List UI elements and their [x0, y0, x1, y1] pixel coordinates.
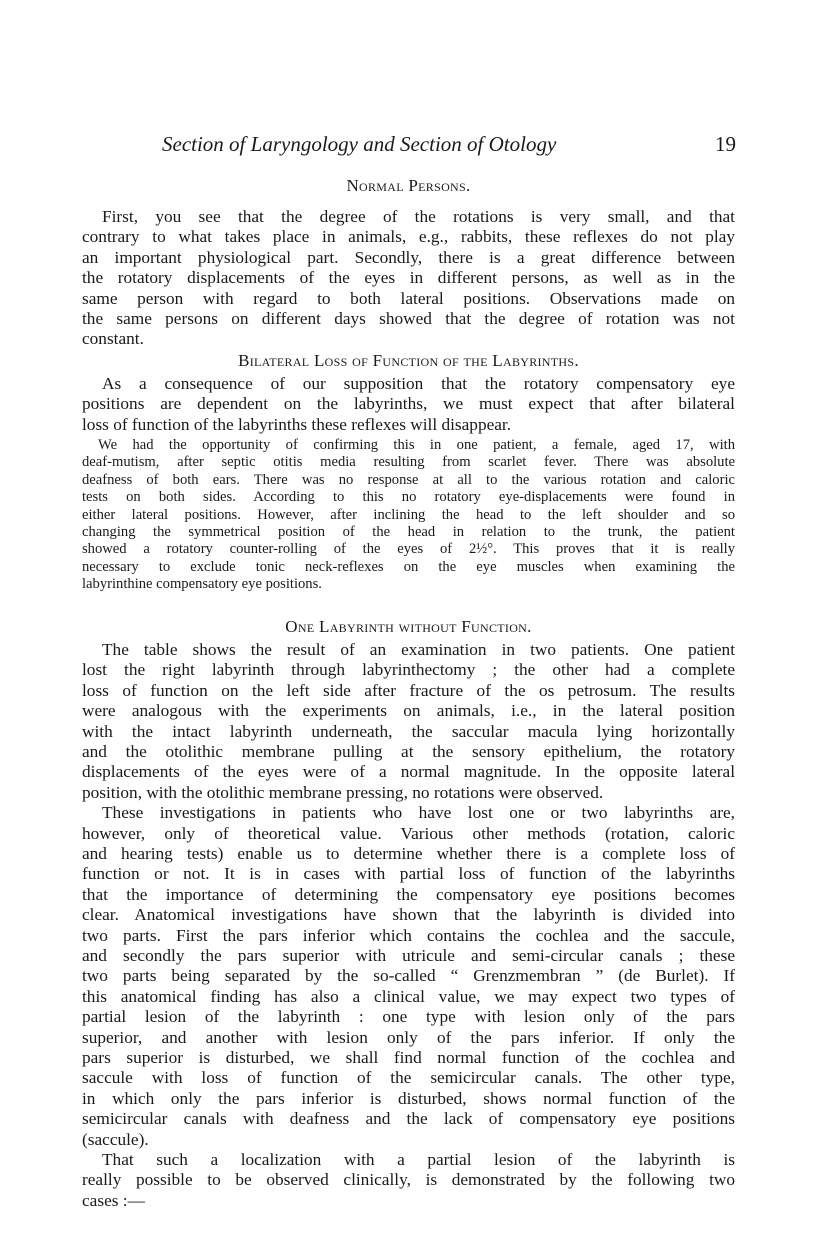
text-line: changing the symmetrical position of the head in relation to the trunk, the patient — [82, 524, 735, 541]
text-line: however, only of theoretical value. Various other methods (rotation, caloric — [82, 823, 735, 843]
text-line: That such a localization with a partial lesion of the labyrinth is — [102, 1150, 735, 1169]
section-heading: Bilateral Loss of Function of the Labyrinths. — [238, 351, 579, 370]
text-line: positions are dependent on the labyrinths, we must expect that after bilateral — [82, 394, 735, 414]
text-line: First, you see that the degree of the rotations is very small, and that — [102, 207, 735, 226]
text-line: loss of function of the labyrinths these reflexes will disappear. — [82, 414, 512, 434]
text-line: saccule with loss of function of the semicircular canals. The other type, — [82, 1068, 735, 1088]
text-line: deaf-mutism, after septic otitis media resulting from scarlet fever. There was absolute — [82, 454, 735, 471]
text-line: this anatomical finding has also a clinical value, we may expect two types of — [82, 986, 735, 1006]
text-line: the same persons on different days showed that the degree of rotation was not — [82, 309, 735, 329]
text-line: superior, and another with lesion only of the pars inferior. If only the — [82, 1027, 735, 1047]
text-line: and secondly the pars superior with utricule and semi-circular canals ; these — [82, 946, 735, 966]
text-line: and hearing tests) enable us to determine whether there is a complete loss of — [82, 844, 735, 863]
text-line: position, with the otolithic membrane pressing, no rotations were observed. — [82, 782, 604, 802]
text-line: pars superior is disturbed, we shall find normal function of the cochlea and — [82, 1048, 735, 1068]
text-line: two parts being separated by the so-called “ Grenzmembran ” (de Burlet). If — [82, 966, 735, 986]
text-line: contrary to what takes place in animals, e.g., rabbits, these reflexes do not play — [82, 227, 735, 247]
section-heading: Normal Persons. — [346, 176, 471, 195]
text-line: either lateral positions. However, after inclining the head to the left shoulder and so — [82, 506, 735, 523]
text-line: an important physiological part. Secondly, there is a great difference between — [82, 247, 735, 267]
text-line: were analogous with the experiments on animals, i.e., in the lateral position — [82, 701, 735, 721]
text-line: These investigations in patients who have lost one or two labyrinths are, — [102, 803, 735, 823]
text-line: As a consequence of our supposition that the rotatory compensatory eye — [102, 374, 735, 393]
paragraph — [82, 1150, 735, 1211]
text-line: two parts. First the pars inferior which contains the cochlea and the saccule, — [82, 925, 735, 945]
text-line: same person with regard to both lateral positions. Observations made on — [82, 288, 735, 308]
text-line: partial lesion of the labyrinth : one type with lesion only of the pars — [82, 1007, 735, 1027]
text-line: the rotatory displacements of the eyes in different persons, as well as in the — [82, 268, 735, 288]
paragraph — [82, 437, 735, 594]
text-line: loss of function on the left side after fracture of the os petrosum. The results — [82, 680, 735, 700]
running-header — [162, 132, 736, 157]
text-line: really possible to be observed clinically, is demonstrated by the following two — [82, 1170, 735, 1190]
paragraph — [82, 803, 735, 1150]
running-title: Section of Laryngology and Section of Otology — [162, 132, 557, 156]
text-line: displacements of the eyes were of a normal magnitude. In the opposite lateral — [82, 762, 735, 782]
text-line: function or not. It is in cases with partial loss of function of the labyrinths — [82, 864, 735, 884]
text-line: (saccule). — [82, 1129, 149, 1149]
text-line: that the importance of determining the compensatory eye positions becomes — [82, 884, 735, 904]
text-line: labyrinthine compensatory eye positions. — [82, 576, 322, 593]
text-line: in which only the pars inferior is disturbed, shows normal function of the — [82, 1088, 735, 1108]
text-line: semicircular canals with deafness and the lack of compensatory eye positions — [82, 1109, 735, 1129]
text-line: tests on both sides. According to this no rotatory eye-displacements were found in — [82, 489, 735, 506]
text-line: We had the opportunity of confirming this in one patient, a female, aged 17, with — [98, 437, 735, 453]
text-line: clear. Anatomical investigations have shown that the labyrinth is divided into — [82, 905, 735, 925]
text-line: deafness of both ears. There was no response at all to the various rotation and caloric — [82, 471, 735, 488]
text-line: constant. — [82, 329, 144, 349]
section-heading: One Labyrinth without Function. — [285, 617, 532, 636]
text-line: showed a rotatory counter-rolling of the eyes of 2½°. This proves that it is really — [82, 541, 735, 558]
paragraph — [82, 374, 735, 435]
paragraph — [82, 207, 735, 350]
paragraph — [82, 640, 735, 803]
text-line: lost the right labyrinth through labyrinthectomy ; the other had a complete — [82, 660, 735, 680]
text-line: and the otolithic membrane pulling at the sensory epithelium, the rotatory — [82, 742, 735, 762]
page-number: 19 — [715, 132, 736, 156]
text-line: cases :— — [82, 1190, 145, 1210]
text-line: with the intact labyrinth underneath, the saccular macula lying horizontally — [82, 721, 735, 741]
text-line: The table shows the result of an examination in two patients. One patient — [102, 640, 735, 659]
text-line: necessary to exclude tonic neck-reflexes on the eye muscles when examining the — [82, 558, 735, 575]
